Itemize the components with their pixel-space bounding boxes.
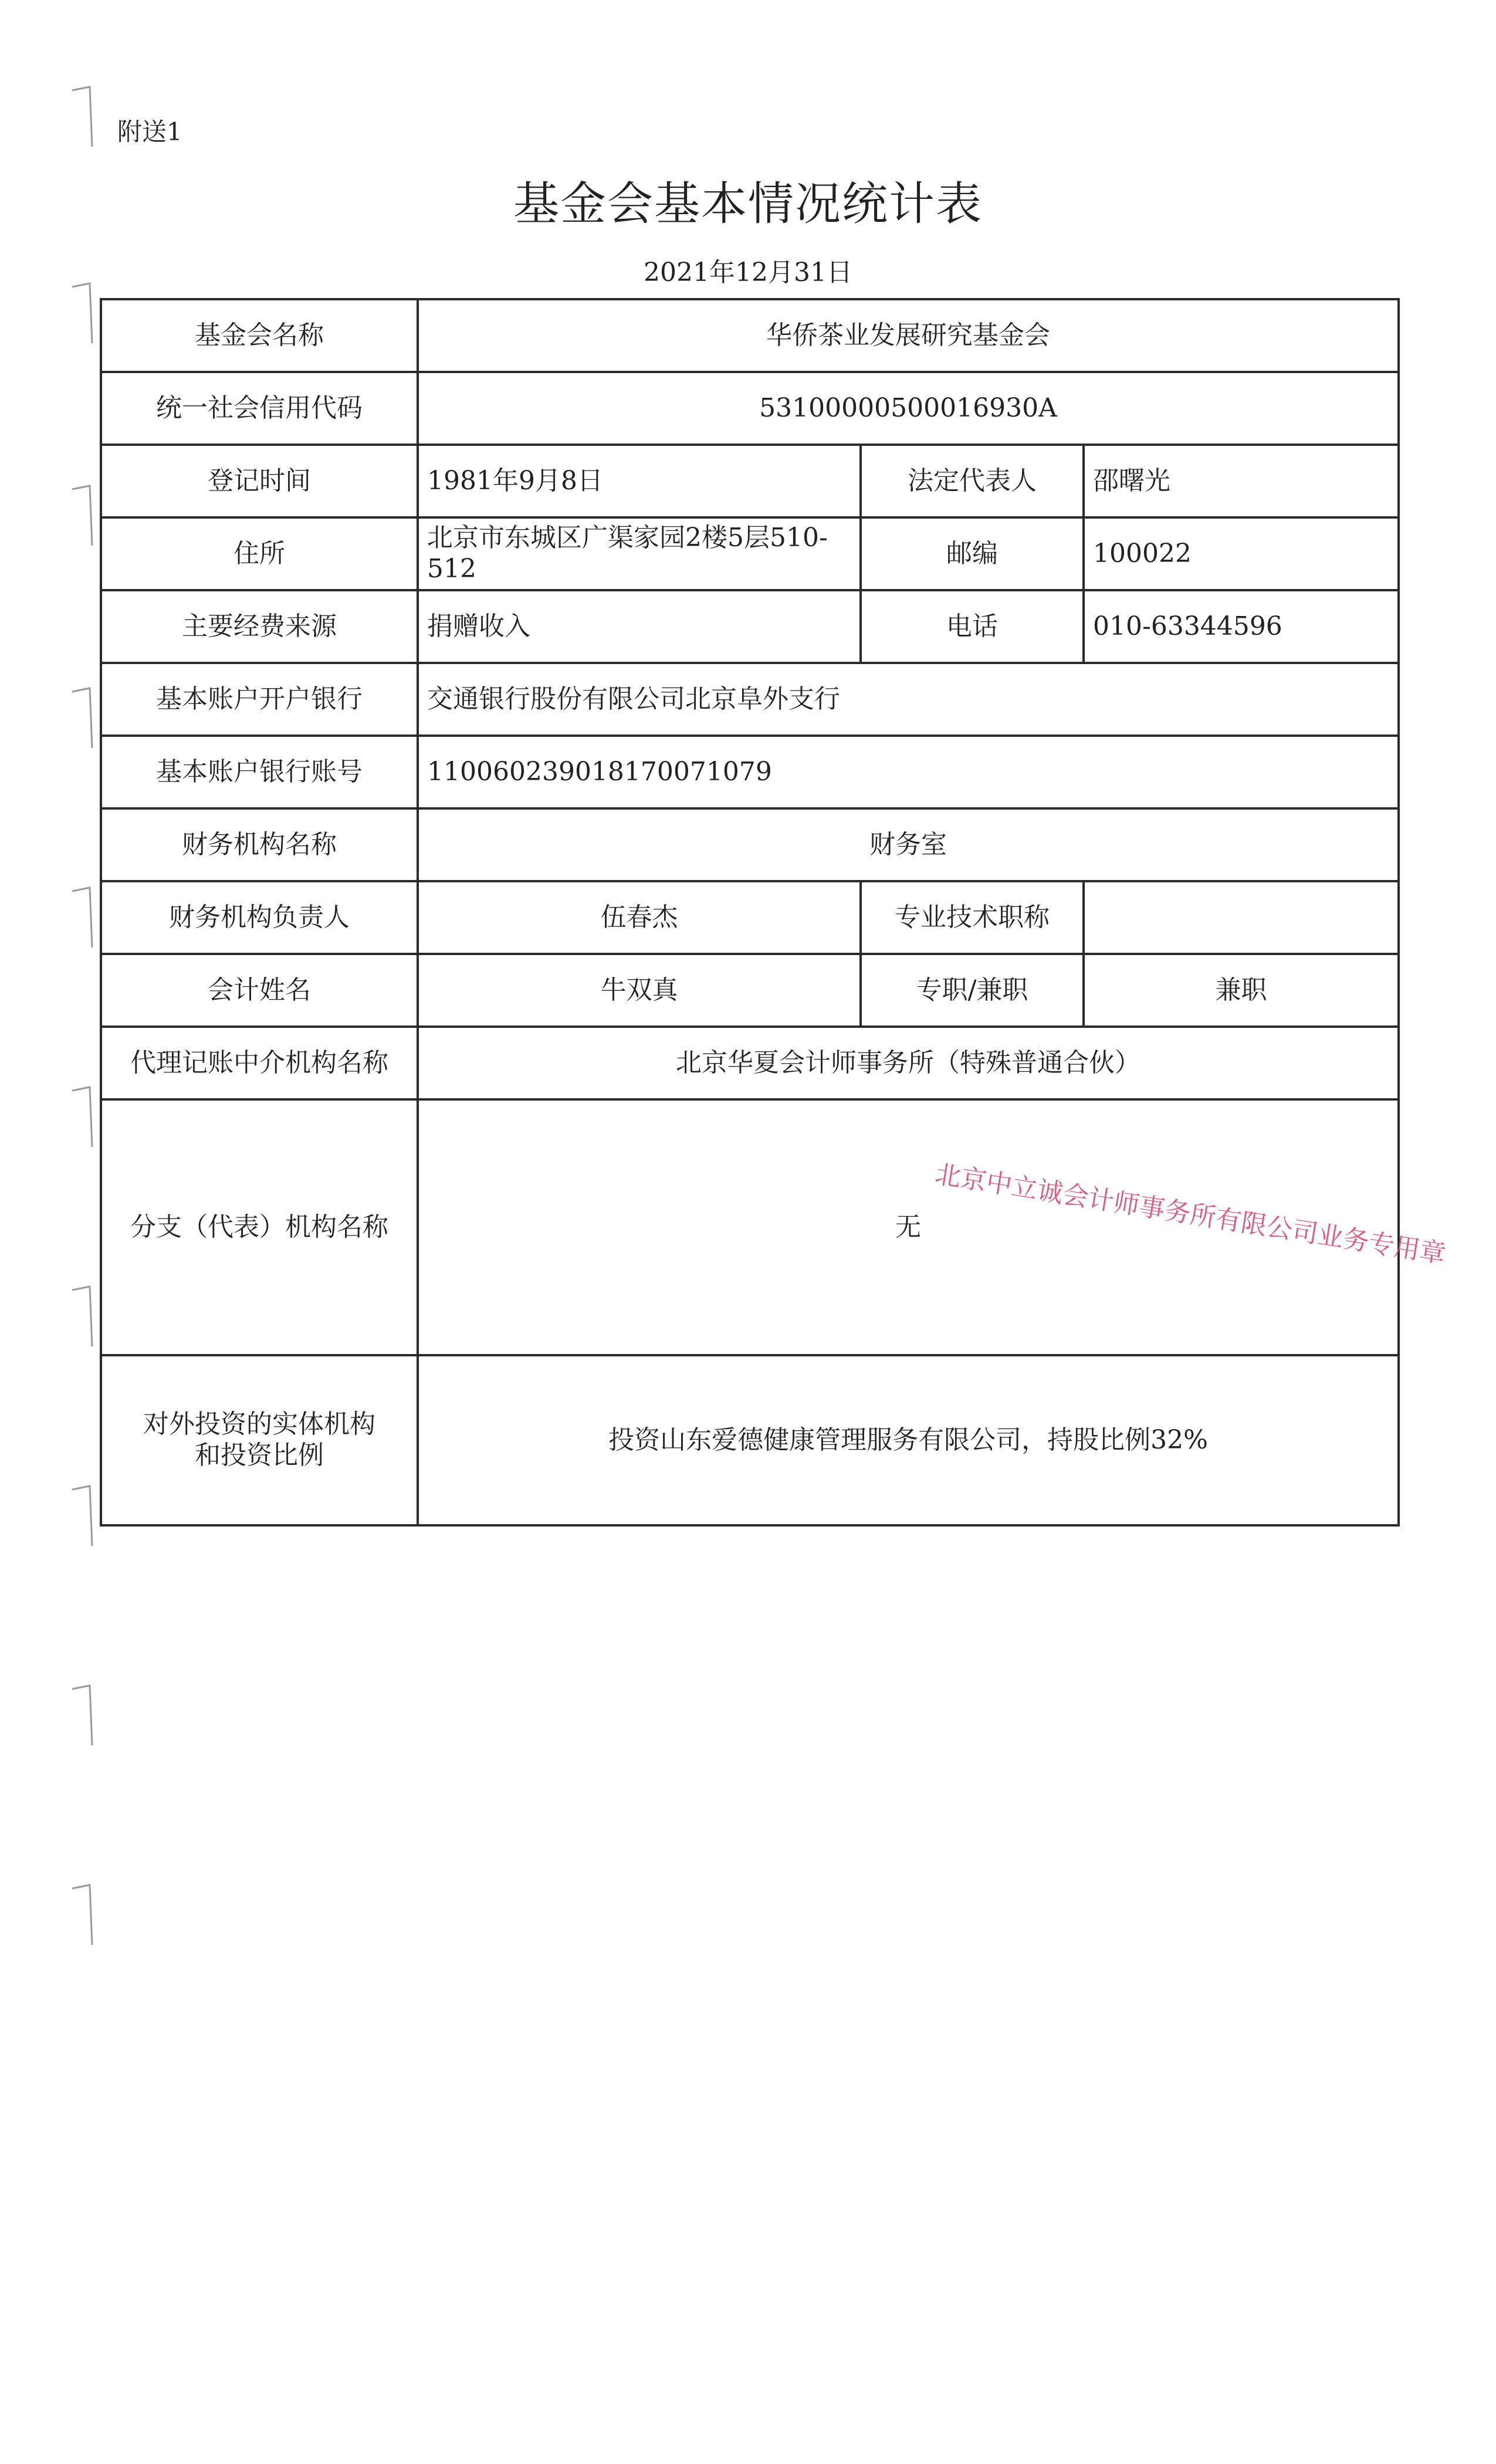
account-no-value: 110060239018170071079 — [418, 736, 1399, 808]
agency-value: 北京华夏会计师事务所（特殊普通合伙） — [418, 1027, 1399, 1099]
table-row — [101, 881, 1399, 954]
foundation-name-value: 华侨茶业发展研究基金会 — [418, 299, 1399, 372]
binding-mark-icon — [67, 883, 103, 953]
tech-title-label: 专业技术职称 — [861, 881, 1084, 954]
employment-value: 兼职 — [1084, 954, 1399, 1027]
table-row — [101, 663, 1399, 736]
table-row — [101, 736, 1399, 808]
report-date: 2021年12月31日 — [644, 258, 852, 287]
account-no-label: 基本账户银行账号 — [101, 736, 418, 808]
table-row — [101, 517, 1399, 590]
finance-org-label: 财务机构名称 — [101, 808, 418, 881]
table-row — [101, 954, 1399, 1027]
register-time-value: 1981年9月8日 — [418, 445, 861, 517]
register-time-label: 登记时间 — [101, 445, 418, 517]
legal-rep-value: 邵曙光 — [1084, 445, 1399, 517]
finance-org-value: 财务室 — [418, 808, 1399, 881]
binding-mark-icon — [67, 683, 103, 754]
branch-label: 分支（代表）机构名称 — [101, 1099, 418, 1355]
binding-mark-icon — [67, 279, 103, 349]
branch-value: 无 — [418, 1099, 1399, 1355]
table-row — [101, 1355, 1399, 1525]
postcode-label: 邮编 — [861, 517, 1084, 590]
finance-head-label: 财务机构负责人 — [101, 881, 418, 954]
foundation-info-table — [100, 298, 1400, 1527]
foundation-name-label: 基金会名称 — [101, 299, 418, 372]
credit-code-value: 53100000500016930A — [418, 372, 1399, 445]
bank-value: 交通银行股份有限公司北京阜外支行 — [418, 663, 1399, 736]
investment-value: 投资山东爱德健康管理服务有限公司，持股比例32% — [418, 1355, 1399, 1525]
phone-value: 010-63344596 — [1084, 590, 1399, 663]
binding-mark-icon — [67, 82, 103, 153]
binding-mark-icon — [67, 1481, 103, 1552]
accountant-label: 会计姓名 — [101, 954, 418, 1027]
postcode-value: 100022 — [1084, 517, 1399, 590]
agency-label: 代理记账中介机构名称 — [101, 1027, 418, 1099]
investment-label-line1: 对外投资的实体机构 — [143, 1409, 375, 1440]
binding-mark-icon — [67, 1880, 103, 1951]
investment-label-line2: 和投资比例 — [195, 1440, 324, 1470]
table-row — [101, 445, 1399, 517]
binding-mark-icon — [67, 1681, 103, 1751]
table-row — [101, 590, 1399, 663]
page-title: 基金会基本情况统计表 — [513, 178, 983, 231]
binding-mark-icon — [67, 481, 103, 551]
table-row — [101, 1027, 1399, 1099]
funding-source-label: 主要经费来源 — [101, 590, 418, 663]
bank-label: 基本账户开户银行 — [101, 663, 418, 736]
business-seal-stamp: 北京中立诚会计师事务所有限公司业务专用章 — [933, 1159, 1448, 1270]
employment-label: 专职/兼职 — [861, 954, 1084, 1027]
table-row — [101, 372, 1399, 445]
accountant-value: 牛双真 — [418, 954, 861, 1027]
finance-head-value: 伍春杰 — [418, 881, 861, 954]
phone-label: 电话 — [861, 590, 1084, 663]
legal-rep-label: 法定代表人 — [861, 445, 1084, 517]
investment-label — [101, 1355, 418, 1525]
address-value: 北京市东城区广渠家园2楼5层510-512 — [418, 517, 861, 590]
credit-code-label: 统一社会信用代码 — [101, 372, 418, 445]
binding-mark-icon — [67, 1082, 103, 1153]
attachment-label: 附送1 — [117, 117, 182, 146]
address-label: 住所 — [101, 517, 418, 590]
funding-source-value: 捐赠收入 — [418, 590, 861, 663]
table-row — [101, 299, 1399, 372]
table-row — [101, 808, 1399, 881]
binding-mark-icon — [67, 1282, 103, 1352]
tech-title-value — [1084, 881, 1399, 954]
